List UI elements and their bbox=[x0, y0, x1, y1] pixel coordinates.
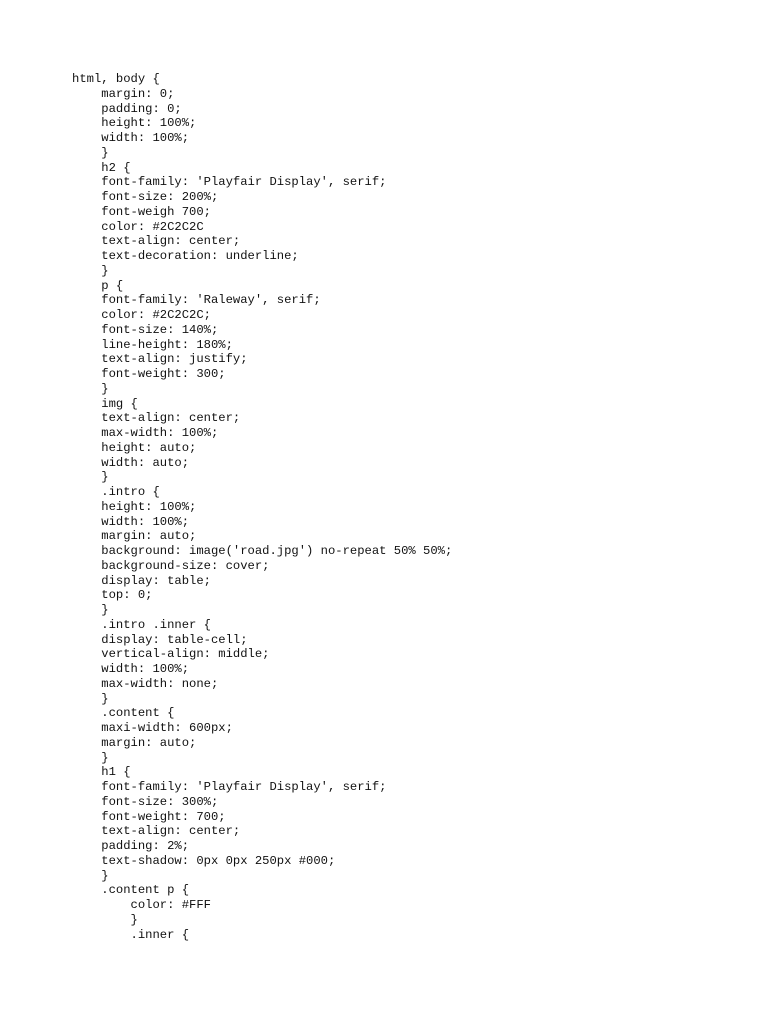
code-line: top: 0; bbox=[72, 588, 153, 603]
code-line: font-weigh 700; bbox=[72, 204, 211, 219]
code-line: width: 100%; bbox=[72, 662, 190, 676]
code-line: font-family: 'Playfair Display', serif; bbox=[72, 780, 387, 794]
code-line: } bbox=[72, 691, 109, 706]
code-line: padding: 2%; bbox=[72, 839, 190, 853]
code-line: font-size: 300%; bbox=[72, 794, 219, 809]
code-line: font-family: 'Playfair Display', serif; bbox=[72, 175, 387, 190]
code-line: img { bbox=[72, 396, 138, 411]
code-line: text-align: justify; bbox=[72, 352, 248, 367]
code-line: height: 100%; bbox=[72, 116, 197, 131]
code-line: padding: 0; bbox=[72, 101, 182, 116]
code-line: } bbox=[72, 868, 109, 883]
code-line: h2 { bbox=[72, 160, 131, 175]
code-line: text-shadow: 0px 0px 250px #000; bbox=[72, 853, 336, 868]
code-line: html, body { bbox=[72, 72, 160, 86]
code-line: text-align: center; bbox=[72, 824, 241, 839]
code-line: text-align: center; bbox=[72, 234, 241, 249]
code-line: } bbox=[72, 145, 109, 160]
code-line: .intro .inner { bbox=[72, 617, 211, 632]
code-line: background-size: cover; bbox=[72, 558, 270, 573]
code-line: .content p { bbox=[72, 883, 190, 898]
code-line: width: auto; bbox=[72, 455, 190, 470]
code-line: line-height: 180%; bbox=[72, 337, 233, 352]
code-line: font-size: 140%; bbox=[72, 322, 219, 337]
code-line: .content { bbox=[72, 706, 175, 721]
css-code-listing bbox=[72, 72, 452, 942]
code-line: font-size: 200%; bbox=[72, 190, 219, 204]
code-line: } bbox=[72, 750, 109, 765]
code-line: p { bbox=[72, 278, 124, 293]
code-line: width: 100%; bbox=[72, 131, 190, 145]
code-line: } bbox=[72, 381, 109, 396]
code-line: background: image('road.jpg') no-repeat 50% 50%; bbox=[72, 544, 453, 558]
code-line: max-width: none; bbox=[72, 676, 219, 691]
code-line: font-weight: 300; bbox=[72, 367, 226, 381]
code-line: max-width: 100%; bbox=[72, 426, 219, 440]
code-line: width: 100%; bbox=[72, 514, 190, 529]
code-line: color: #2C2C2C; bbox=[72, 308, 211, 322]
code-line: } bbox=[72, 912, 138, 927]
code-line: height: 100%; bbox=[72, 499, 197, 514]
code-line: text-decoration: underline; bbox=[72, 249, 299, 263]
code-line: font-family: 'Raleway', serif; bbox=[72, 293, 321, 308]
code-line: color: #2C2C2C bbox=[72, 219, 204, 234]
code-line: maxi-width: 600px; bbox=[72, 721, 233, 735]
code-line: margin: auto; bbox=[72, 529, 197, 544]
code-line: text-align: center; bbox=[72, 411, 241, 426]
code-line: } bbox=[72, 263, 109, 278]
code-line: font-weight: 700; bbox=[72, 809, 226, 824]
code-line: height: auto; bbox=[72, 440, 197, 455]
code-line: margin: 0; bbox=[72, 86, 175, 101]
code-line: color: #FFF bbox=[72, 898, 211, 912]
code-line: display: table; bbox=[72, 573, 211, 588]
code-line: .inner { bbox=[72, 927, 190, 942]
code-line: margin: auto; bbox=[72, 735, 197, 750]
code-line: } bbox=[72, 603, 109, 617]
code-line: vertical-align: middle; bbox=[72, 647, 270, 662]
code-line: h1 { bbox=[72, 765, 131, 780]
code-line: display: table-cell; bbox=[72, 632, 248, 647]
code-line: .intro { bbox=[72, 485, 160, 499]
code-line: } bbox=[72, 470, 109, 485]
